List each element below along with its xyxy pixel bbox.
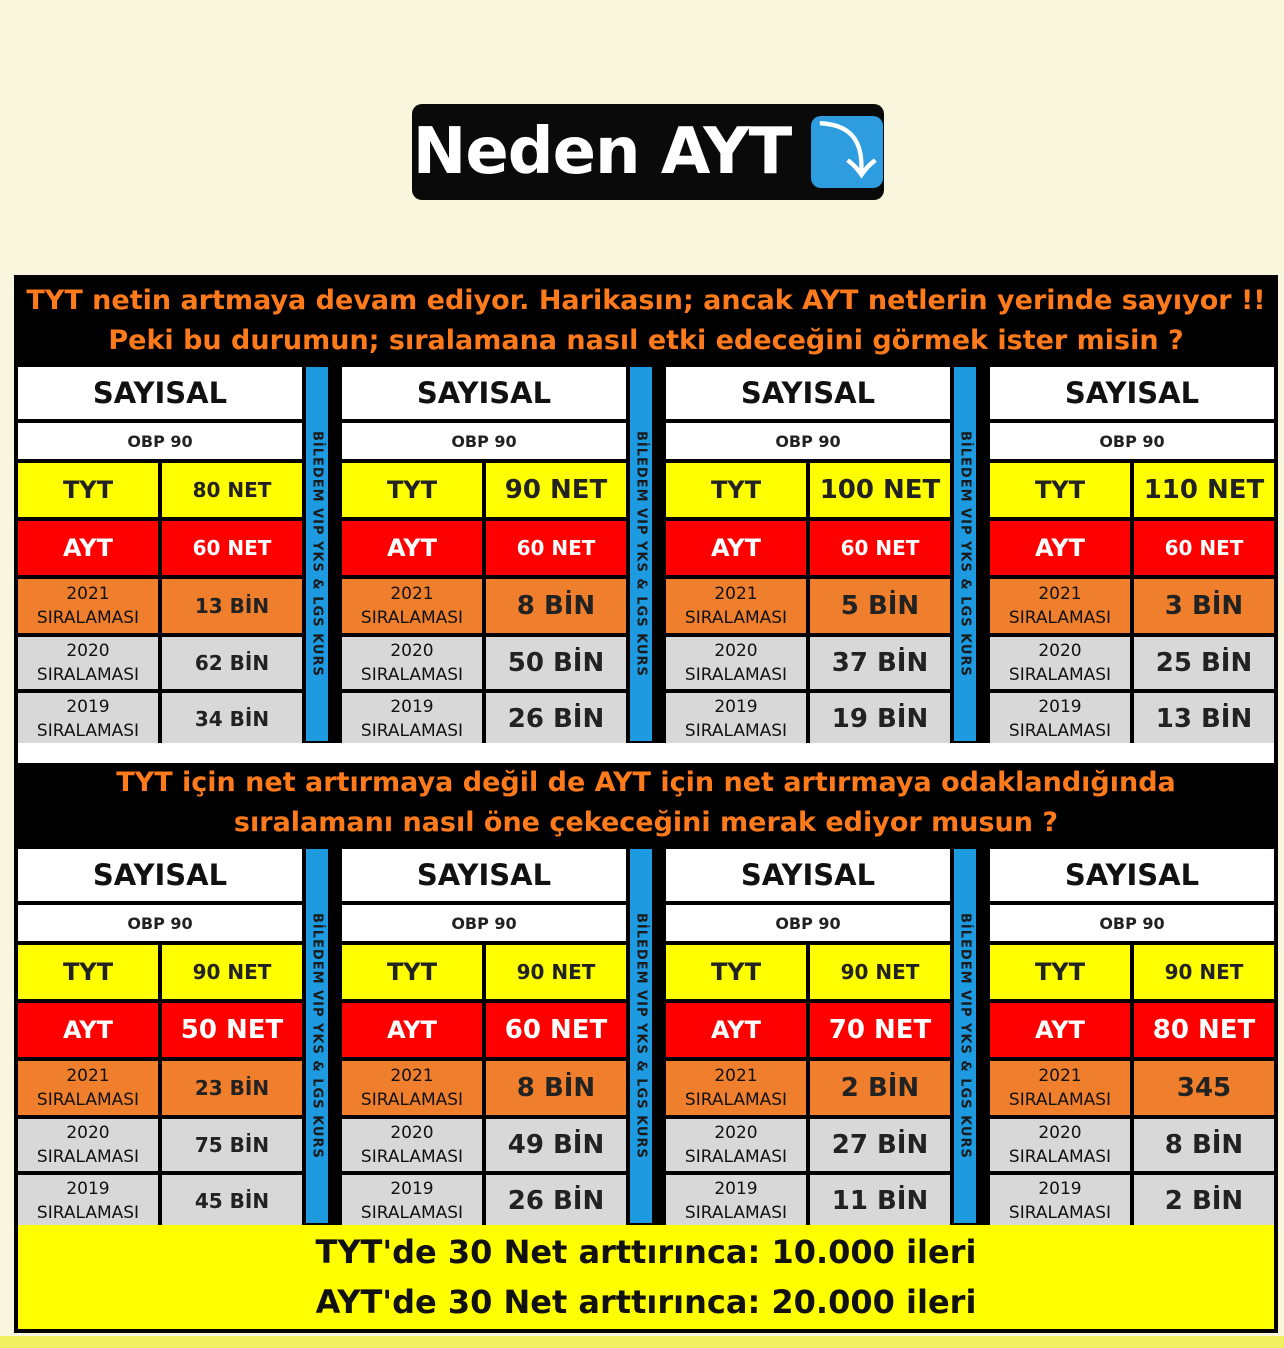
rank-2019-value: 34 BİN: [162, 693, 302, 745]
rank-caption: SIRALAMASI: [684, 721, 788, 741]
tyt-label: TYT: [666, 463, 806, 517]
rank-year: 2019: [66, 1179, 110, 1199]
separator-bar: [630, 367, 652, 741]
rank-year: 2019: [390, 1179, 434, 1199]
rank-2019-label: [18, 693, 158, 745]
ayt-label: AYT: [990, 1003, 1130, 1057]
rank-2019-label: [990, 1175, 1130, 1227]
rank-year: 2019: [714, 697, 758, 717]
separator-bar: [954, 849, 976, 1223]
rank-caption: SIRALAMASI: [684, 1090, 788, 1110]
tyt-net: 90 NET: [486, 945, 626, 999]
rank-caption: SIRALAMASI: [684, 608, 788, 628]
obp-value: OBP 90: [666, 905, 950, 941]
rank-2020-label: [342, 1119, 482, 1171]
separator-bar: [306, 367, 328, 741]
rank-2020-label: [666, 637, 806, 689]
comparison-poster: [14, 275, 1278, 1333]
rank-2021-label: [342, 1061, 482, 1115]
tyt-label: TYT: [18, 945, 158, 999]
separator-text: BİLEDEM VIP YKS & LGS KURS: [309, 431, 325, 677]
panel-title: SAYISAL: [18, 849, 302, 901]
ayt-net: 60 NET: [1134, 521, 1274, 575]
rank-year: 2021: [66, 584, 110, 604]
rank-caption: SIRALAMASI: [684, 665, 788, 685]
panel-title: SAYISAL: [18, 367, 302, 419]
rank-2020-label: [990, 637, 1130, 689]
section-divider: [18, 743, 1274, 763]
tyt-label: TYT: [666, 945, 806, 999]
rank-caption: SIRALAMASI: [36, 665, 140, 685]
rank-year: 2020: [66, 1123, 110, 1143]
obp-value: OBP 90: [990, 905, 1274, 941]
rank-year: 2019: [390, 697, 434, 717]
ayt-net: 50 NET: [162, 1003, 302, 1057]
rank-caption: SIRALAMASI: [36, 1203, 140, 1223]
panel-title: SAYISAL: [342, 367, 626, 419]
separator-text: BİLEDEM VIP YKS & LGS KURS: [957, 431, 973, 677]
rank-2020-value: 8 BİN: [1134, 1119, 1274, 1171]
rank-2021-value: 5 BİN: [810, 579, 950, 633]
tyt-net: 80 NET: [162, 463, 302, 517]
rank-year: 2020: [1038, 1123, 1082, 1143]
rank-2020-value: 75 BİN: [162, 1119, 302, 1171]
rank-year: 2021: [1038, 584, 1082, 604]
ayt-net: 60 NET: [486, 1003, 626, 1057]
rank-2020-label: [18, 1119, 158, 1171]
ayt-label: AYT: [342, 521, 482, 575]
rank-2021-value: 8 BİN: [486, 1061, 626, 1115]
rank-caption: SIRALAMASI: [36, 1090, 140, 1110]
rank-year: 2021: [66, 1066, 110, 1086]
rank-2020-value: 62 BİN: [162, 637, 302, 689]
section1-heading-line2: Peki bu durumun; sıralamana nasıl etki edeceğini görmek ister misin ?: [108, 325, 1184, 356]
rank-2019-label: [342, 693, 482, 745]
rank-caption: SIRALAMASI: [360, 721, 464, 741]
obp-value: OBP 90: [990, 423, 1274, 459]
obp-value: OBP 90: [18, 905, 302, 941]
rank-2020-label: [666, 1119, 806, 1171]
rank-2021-label: [666, 579, 806, 633]
ayt-label: AYT: [342, 1003, 482, 1057]
section1-heading-line1: TYT netin artmaya devam ediyor. Harikasın; ancak AYT netlerin yerinde sayıyor !!: [26, 285, 1266, 316]
rank-2019-label: [18, 1175, 158, 1227]
rank-2021-value: 8 BİN: [486, 579, 626, 633]
separator-bar: [954, 367, 976, 741]
rank-2021-label: [666, 1061, 806, 1115]
summary-tyt: TYT'de 30 Net arttırınca: 10.000 ileri: [315, 1233, 977, 1271]
section2-heading-line2: sıralamanı nasıl öne çekeceğini merak ediyor musun ?: [233, 807, 1059, 838]
top-banner: [0, 0, 1284, 262]
rank-year: 2019: [1038, 697, 1082, 717]
rank-2020-value: 37 BİN: [810, 637, 950, 689]
tyt-net: 90 NET: [486, 463, 626, 517]
rank-year: 2020: [1038, 641, 1082, 661]
rank-year: 2020: [390, 1123, 434, 1143]
rank-2019-label: [990, 693, 1130, 745]
page-title: Neden AYT: [412, 115, 792, 189]
rank-2020-value: 50 BİN: [486, 637, 626, 689]
separator-text: BİLEDEM VIP YKS & LGS KURS: [633, 431, 649, 677]
tyt-net: 90 NET: [810, 945, 950, 999]
rank-caption: SIRALAMASI: [1008, 1203, 1112, 1223]
rank-year: 2021: [1038, 1066, 1082, 1086]
rank-2019-value: 19 BİN: [810, 693, 950, 745]
ayt-net: 60 NET: [486, 521, 626, 575]
rank-caption: SIRALAMASI: [360, 1203, 464, 1223]
rank-caption: SIRALAMASI: [1008, 608, 1112, 628]
ayt-net: 60 NET: [162, 521, 302, 575]
ayt-label: AYT: [18, 1003, 158, 1057]
rank-2021-label: [18, 579, 158, 633]
rank-year: 2020: [714, 1123, 758, 1143]
rank-caption: SIRALAMASI: [684, 1203, 788, 1223]
rank-2021-label: [990, 1061, 1130, 1115]
rank-2021-label: [990, 579, 1130, 633]
tyt-net: 100 NET: [810, 463, 950, 517]
panel-title: SAYISAL: [666, 849, 950, 901]
separator-text: BİLEDEM VIP YKS & LGS KURS: [309, 913, 325, 1159]
ayt-label: AYT: [18, 521, 158, 575]
rank-2021-value: 345: [1134, 1061, 1274, 1115]
ayt-net: 60 NET: [810, 521, 950, 575]
tyt-label: TYT: [18, 463, 158, 517]
arrow-down-icon: ⤵: [811, 116, 883, 188]
tyt-net: 90 NET: [162, 945, 302, 999]
rank-2020-label: [990, 1119, 1130, 1171]
rank-2021-value: 2 BİN: [810, 1061, 950, 1115]
rank-year: 2020: [714, 641, 758, 661]
rank-caption: SIRALAMASI: [1008, 721, 1112, 741]
rank-2021-label: [342, 579, 482, 633]
tyt-net: 90 NET: [1134, 945, 1274, 999]
rank-caption: SIRALAMASI: [36, 1147, 140, 1167]
separator-bar: [630, 849, 652, 1223]
rank-caption: SIRALAMASI: [360, 665, 464, 685]
rank-2021-value: 23 BİN: [162, 1061, 302, 1115]
obp-value: OBP 90: [342, 905, 626, 941]
rank-caption: SIRALAMASI: [360, 1147, 464, 1167]
rank-2019-value: 26 BİN: [486, 693, 626, 745]
separator-bar: [306, 849, 328, 1223]
title-badge: [412, 104, 884, 200]
rank-caption: SIRALAMASI: [360, 608, 464, 628]
rank-caption: SIRALAMASI: [36, 608, 140, 628]
rank-year: 2021: [390, 584, 434, 604]
section2-heading: [14, 763, 1278, 845]
separator-text: BİLEDEM VIP YKS & LGS KURS: [957, 913, 973, 1159]
rank-year: 2021: [714, 1066, 758, 1086]
rank-caption: SIRALAMASI: [1008, 665, 1112, 685]
ayt-net: 80 NET: [1134, 1003, 1274, 1057]
rank-2021-value: 13 BİN: [162, 579, 302, 633]
ayt-net: 70 NET: [810, 1003, 950, 1057]
tyt-label: TYT: [342, 463, 482, 517]
rank-year: 2021: [714, 584, 758, 604]
rank-caption: SIRALAMASI: [1008, 1090, 1112, 1110]
rank-caption: SIRALAMASI: [684, 1147, 788, 1167]
panel-title: SAYISAL: [990, 849, 1274, 901]
ayt-label: AYT: [666, 1003, 806, 1057]
section1-heading: [14, 279, 1278, 363]
rank-2019-label: [342, 1175, 482, 1227]
summary-ayt: AYT'de 30 Net arttırınca: 20.000 ileri: [315, 1283, 977, 1321]
rank-2019-value: 11 BİN: [810, 1175, 950, 1227]
obp-value: OBP 90: [666, 423, 950, 459]
rank-year: 2019: [1038, 1179, 1082, 1199]
obp-value: OBP 90: [18, 423, 302, 459]
ayt-label: AYT: [666, 521, 806, 575]
tyt-net: 110 NET: [1134, 463, 1274, 517]
rank-2019-value: 45 BİN: [162, 1175, 302, 1227]
tyt-label: TYT: [990, 463, 1130, 517]
panel-title: SAYISAL: [666, 367, 950, 419]
rank-2021-label: [18, 1061, 158, 1115]
rank-caption: SIRALAMASI: [1008, 1147, 1112, 1167]
rank-2019-value: 2 BİN: [1134, 1175, 1274, 1227]
section2-heading-line1: TYT için net artırmaya değil de AYT için net artırmaya odaklandığında: [116, 767, 1176, 798]
summary-footer: [18, 1225, 1274, 1329]
rank-2019-label: [666, 693, 806, 745]
rank-2019-label: [666, 1175, 806, 1227]
obp-value: OBP 90: [342, 423, 626, 459]
rank-2020-value: 27 BİN: [810, 1119, 950, 1171]
rank-year: 2019: [66, 697, 110, 717]
rank-2019-value: 26 BİN: [486, 1175, 626, 1227]
panel-title: SAYISAL: [990, 367, 1274, 419]
bottom-strip: [0, 1336, 1284, 1348]
rank-2021-value: 3 BİN: [1134, 579, 1274, 633]
rank-2020-label: [342, 637, 482, 689]
ayt-label: AYT: [990, 521, 1130, 575]
separator-text: BİLEDEM VIP YKS & LGS KURS: [633, 913, 649, 1159]
rank-caption: SIRALAMASI: [360, 1090, 464, 1110]
rank-2019-value: 13 BİN: [1134, 693, 1274, 745]
rank-year: 2020: [66, 641, 110, 661]
rank-caption: SIRALAMASI: [36, 721, 140, 741]
rank-year: 2021: [390, 1066, 434, 1086]
rank-2020-value: 25 BİN: [1134, 637, 1274, 689]
panel-title: SAYISAL: [342, 849, 626, 901]
rank-2020-value: 49 BİN: [486, 1119, 626, 1171]
rank-2020-label: [18, 637, 158, 689]
tyt-label: TYT: [990, 945, 1130, 999]
tyt-label: TYT: [342, 945, 482, 999]
rank-year: 2019: [714, 1179, 758, 1199]
rank-year: 2020: [390, 641, 434, 661]
